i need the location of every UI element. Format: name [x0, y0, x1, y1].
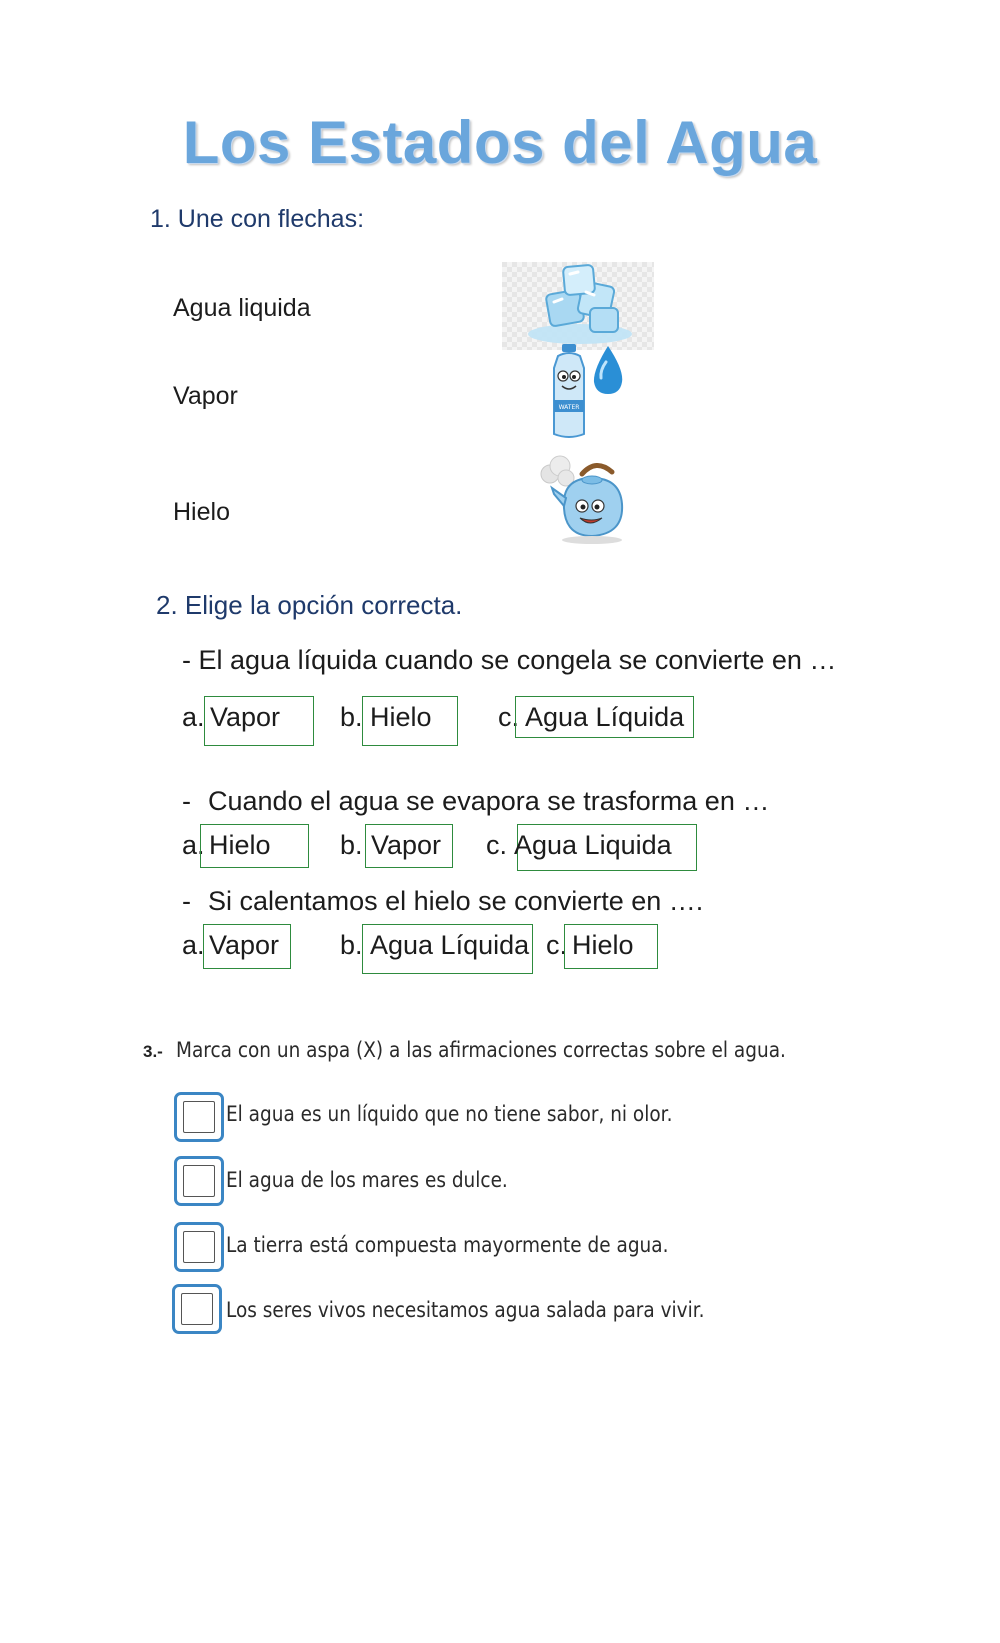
q3-option-c: Hielo — [572, 930, 634, 960]
ice-cubes-icon — [502, 262, 654, 350]
section-3-heading: Marca con un aspa (X) a las afirmaciones correctas sobre el agua. — [176, 1038, 786, 1062]
match-item-ice: Hielo — [173, 498, 230, 526]
statement-1-checkbox[interactable] — [174, 1092, 224, 1142]
section-1-heading: 1. Une con flechas: — [150, 205, 365, 233]
question-2-dash: - — [182, 786, 191, 816]
q1-option-c-letter: c. — [498, 702, 520, 732]
q3-option-b-letter: b. — [340, 930, 363, 960]
match-item-vapor: Vapor — [173, 382, 238, 410]
statement-3-checkbox[interactable] — [174, 1222, 224, 1272]
q2-option-b-letter: b. — [340, 830, 363, 860]
section-3-number: 3.- — [143, 1042, 163, 1061]
question-1-text: - El agua líquida cuando se congela se convierte en … — [182, 645, 837, 675]
q1-option-a-letter: a. — [182, 702, 205, 732]
statement-4-checkbox[interactable] — [172, 1284, 222, 1334]
question-2-text: Cuando el agua se evapora se trasforma en … — [208, 786, 770, 816]
statement-3: La tierra está compuesta mayormente de agua. — [226, 1233, 669, 1257]
q1-option-b: Hielo — [370, 702, 432, 732]
statement-2-checkbox[interactable] — [174, 1156, 224, 1206]
q2-option-c: Agua Liquida — [514, 830, 672, 860]
q1-option-b-letter: b. — [340, 702, 363, 732]
q3-option-a-letter: a. — [182, 930, 205, 960]
question-3-dash: - — [182, 886, 191, 916]
q3-option-a: Vapor — [209, 930, 280, 960]
section-2-heading: 2. Elige la opción correcta. — [156, 590, 463, 620]
statement-2: El agua de los mares es dulce. — [226, 1168, 508, 1192]
q3-option-b: Agua Líquida — [370, 930, 530, 960]
match-item-liquid: Agua liquida — [173, 294, 311, 322]
steaming-kettle-icon — [536, 454, 632, 546]
q1-option-a: Vapor — [210, 702, 281, 732]
statement-4: Los seres vivos necesitamos agua salada para vivir. — [226, 1298, 705, 1322]
q2-option-c-letter: c. — [486, 830, 508, 860]
q2-option-b: Vapor — [371, 830, 442, 860]
bottle-label: WATER — [558, 404, 580, 411]
question-3-text: Si calentamos el hielo se convierte en …. — [208, 886, 704, 916]
statement-1: El agua es un líquido que no tiene sabor, ni olor. — [226, 1102, 673, 1126]
q2-option-a: Hielo — [209, 830, 271, 860]
page-title: Los Estados del Agua — [182, 109, 818, 176]
q3-option-c-letter: c. — [546, 930, 568, 960]
q1-option-c: Agua Líquida — [525, 702, 685, 732]
water-bottle-drop-icon — [538, 342, 630, 442]
q2-option-a-letter: a. — [182, 830, 205, 860]
